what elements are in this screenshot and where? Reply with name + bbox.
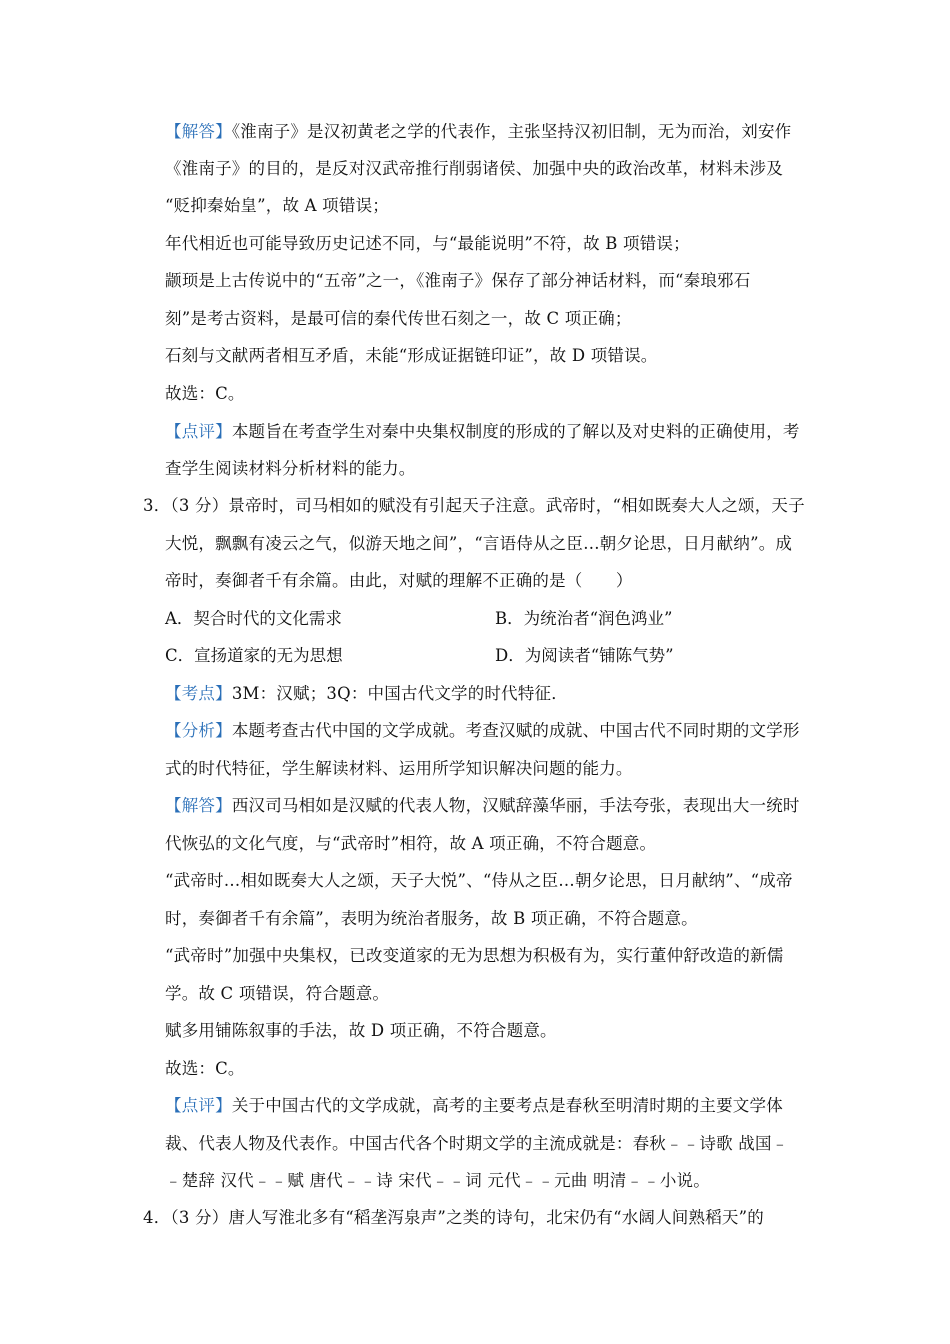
option-d[interactable]: D．为阅读者“铺陈气势” <box>495 646 674 665</box>
q3-fenxi-line-2: 式的时代特征，学生解读材料、运用所学知识解决问题的能力。 <box>165 759 633 778</box>
q2-answer-line-7: 石刻与文献两者相互矛盾，未能“形成证据链印证”，故 D 项错误。 <box>165 346 658 365</box>
q3-dianping-line-2: 裁、代表人物及代表作。中国古代各个时期文学的主流成就是：春秋﹣﹣诗歌 战国﹣ <box>165 1134 789 1153</box>
q3-stem-line-3: 帝时，奏御者千有余篇。由此，对赋的理解不正确的是（ ） <box>165 571 633 590</box>
q3-fenxi-line-1: 【分析】本题考查古代中国的文学成就。考查汉赋的成就、中国古代不同时期的文学形 <box>165 721 800 740</box>
q2-answer-line-2: 《淮南子》的目的，是反对汉武帝推行削弱诸侯、加强中央的政治改革，材料未涉及 <box>165 159 783 178</box>
q3-jieda-line-1: 【解答】西汉司马相如是汉赋的代表人物，汉赋辞藻华丽，手法夸张，表现出大一统时 <box>165 796 800 815</box>
q4-stem-line-1: 4．（3 分）唐人写淮北多有“稻垄泻泉声”之类的诗句，北宋仍有“水阔人间熟稻天”的 <box>143 1208 764 1227</box>
q2-comment-line-1: 【点评】本题旨在考查学生对秦中央集权制度的形成的了解以及对史料的正确使用，考 <box>165 422 800 441</box>
q3-stem-line-1: 3．（3 分）景帝时，司马相如的赋没有引起天子注意。武帝时，“相如既奏大人之颂，天子 <box>143 496 805 515</box>
kaodian-tag: 【考点】 <box>165 684 232 703</box>
q2-answer-line-1: 【解答】《淮南子》是汉初黄老之学的代表作，主张坚持汉初旧制，无为而治，刘安作 <box>165 122 792 141</box>
answer-tag: 【解答】 <box>165 122 232 141</box>
comment-tag: 【点评】 <box>165 1096 232 1115</box>
q3-dianping-line-1: 【点评】关于中国古代的文学成就，高考的主要考点是春秋至明清时期的主要文学体 <box>165 1096 783 1115</box>
q3-jieda-line-4: 时，奏御者千有余篇”，表明为统治者服务，故 B 项正确，不符合题意。 <box>165 909 698 928</box>
q2-answer-line-4: 年代相近也可能导致历史记述不同，与“最能说明”不符，故 B 项错误； <box>165 234 690 253</box>
q2-comment-line-2: 查学生阅读材料分析材料的能力。 <box>165 459 416 478</box>
question-number: 3． <box>143 496 171 515</box>
q3-jieda-line-8: 故选：C。 <box>165 1059 245 1078</box>
q3-jieda-line-6: 学。故 C 项错误，符合题意。 <box>165 984 390 1003</box>
q2-answer-line-6: 刻”是考古资料，是最可信的秦代传世石刻之一，故 C 项正确； <box>165 309 632 328</box>
q2-answer-line-8: 故选：C。 <box>165 384 245 403</box>
answer-tag: 【解答】 <box>165 796 232 815</box>
q3-dianping-line-3: ﹣楚辞 汉代﹣﹣赋 唐代﹣﹣诗 宋代﹣﹣词 元代﹣﹣元曲 明清﹣﹣小说。 <box>165 1171 710 1190</box>
question-number: 4． <box>143 1208 171 1227</box>
q3-jieda-line-7: 赋多用铺陈叙事的手法，故 D 项正确，不符合题意。 <box>165 1021 557 1040</box>
option-a[interactable]: A．契合时代的文化需求 <box>165 609 342 628</box>
q3-jieda-line-2: 代恢弘的文化气度，与“武帝时”相符，故 A 项正确，不符合题意。 <box>165 834 657 853</box>
option-b[interactable]: B．为统治者“润色鸿业” <box>495 609 673 628</box>
q2-answer-line-3: “贬抑秦始皇”，故 A 项错误； <box>165 196 389 215</box>
q3-jieda-line-5: “武帝时”加强中央集权，已改变道家的无为思想为积极有为，实行董仲舒改造的新儒 <box>165 946 784 965</box>
q3-jieda-line-3: “武帝时…相如既奏大人之颂，天子大悦”、“侍从之臣…朝夕论思，日月献纳”、“成帝 <box>165 871 793 890</box>
comment-tag: 【点评】 <box>165 422 232 441</box>
option-c[interactable]: C．宣扬道家的无为思想 <box>165 646 343 665</box>
q3-stem-line-2: 大悦，飘飘有凌云之气，似游天地之间”，“言语侍从之臣…朝夕论思，日月献纳”。成 <box>165 534 793 553</box>
q3-kaodian: 【考点】3M：汉赋；3Q：中国古代文学的时代特征． <box>165 684 568 703</box>
fenxi-tag: 【分析】 <box>165 721 232 740</box>
q2-answer-line-5: 颛顼是上古传说中的“五帝”之一，《淮南子》保存了部分神话材料，而“秦琅邪石 <box>165 271 751 290</box>
